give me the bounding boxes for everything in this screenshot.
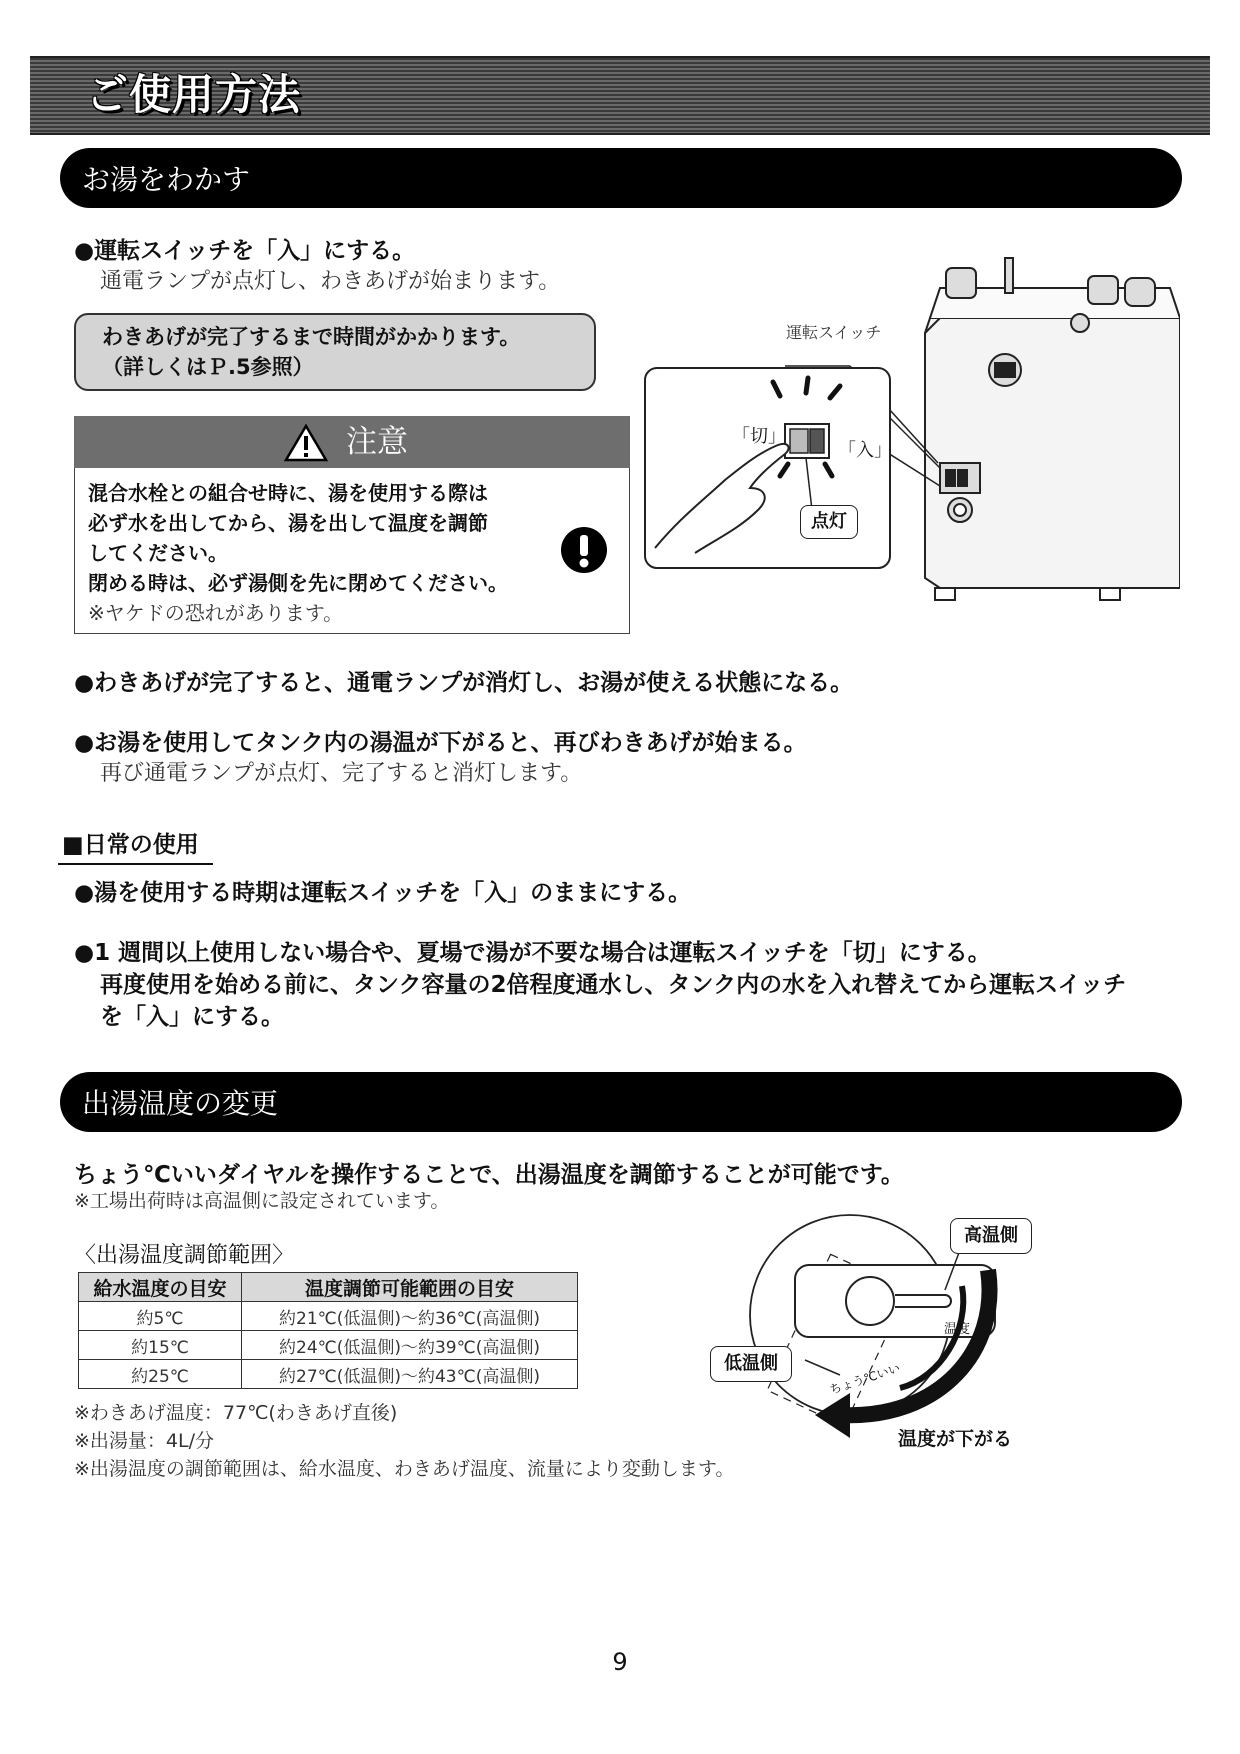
on-label: 「入」 (838, 440, 892, 461)
dial-temp-label: 温度 (944, 1322, 971, 1337)
caution-line3: してください。 (88, 541, 228, 565)
table-cell: 約24℃(低温側)〜約39℃(高温側) (242, 1331, 578, 1360)
warning-triangle-icon (284, 424, 328, 462)
section-title-boil: お湯をわかす (82, 163, 251, 196)
table-cell: 約15℃ (79, 1331, 242, 1360)
table-row (79, 1331, 578, 1360)
table-header-row (79, 1273, 578, 1302)
exclamation-icon (560, 526, 608, 574)
table-row (79, 1360, 578, 1389)
caution-header (74, 416, 630, 468)
temperature-range-table (78, 1272, 578, 1389)
step3-note: 再び通電ランプが点灯、完了すると消灯します。 (100, 761, 583, 786)
range-title: 〈出湯温度調節範囲〉 (74, 1243, 295, 1268)
caution-note: ※ヤケドの恐れがあります。 (88, 601, 344, 625)
heater-unit-drawing (925, 258, 1180, 600)
temp-lead-note: ※工場出荷時は高温側に設定されています。 (74, 1190, 450, 1212)
heater-switch-illustration (640, 248, 1180, 638)
table-cell: 約25℃ (79, 1360, 242, 1389)
info-line1: わきあげが完了するまで時間がかかります。 (102, 325, 521, 349)
step1-text: ●運転スイッチを「入」にする。 (74, 238, 416, 264)
switch-label: 運転スイッチ (786, 323, 882, 342)
step2-text: ●わきあげが完了すると、通電ランプが消灯し、お湯が使える状態になる。 (74, 670, 854, 696)
section-title-temp: 出湯温度の変更 (82, 1087, 279, 1120)
dial-down-label: 温度が下がる (898, 1428, 1013, 1450)
caution-line1: 混合水栓との組合せ時に、湯を使用する際は (88, 481, 488, 505)
off-label: 「切」 (732, 426, 786, 447)
table-cell: 約27℃(低温側)〜約43℃(高温側) (242, 1360, 578, 1389)
table-cell: 約5℃ (79, 1302, 242, 1331)
dial-name-label: ちょう℃いい (827, 1360, 903, 1397)
page-title: ご使用方法 (86, 70, 302, 119)
note-range: ※出湯温度の調節範囲は、給水温度、わきあげ温度、流量により変動します。 (74, 1458, 735, 1480)
daily-item1: ●湯を使用する時期は運転スイッチを「入」のままにする。 (74, 880, 692, 906)
caution-line4: 閉める時は、必ず湯側を先に閉めてください。 (88, 571, 508, 595)
caution-title: 注意 (346, 424, 408, 460)
step1-note: 通電ランプが点灯し、わきあげが始まります。 (100, 269, 561, 294)
info-box (74, 313, 596, 391)
caution-body (88, 478, 528, 628)
table-row (79, 1302, 578, 1331)
step3-text: ●お湯を使用してタンク内の湯温が下がると、再びわきあげが始まる。 (74, 730, 807, 756)
lamp-lit-label: 点灯 (800, 505, 858, 539)
daily-heading: ■日常の使用 (58, 826, 213, 865)
daily-item2-line3: を「入」にする。 (100, 1004, 284, 1030)
table-header: 温度調節可能範囲の目安 (242, 1273, 578, 1302)
temp-lead: ちょう℃いいダイヤルを操作することで、出湯温度を調節することが可能です。 (74, 1162, 904, 1188)
daily-item2-line2: 再度使用を始める前に、タンク容量の2倍程度通水し、タンク内の水を入れ替えてから運転スイッチ (100, 972, 1127, 998)
note-boil-temp: ※わきあげ温度：77℃(わきあげ直後) (74, 1402, 398, 1424)
table-cell: 約21℃(低温側)〜約36℃(高温側) (242, 1302, 578, 1331)
caution-line2: 必ず水を出してから、湯を出して温度を調節 (88, 511, 488, 535)
table-header: 給水温度の目安 (79, 1273, 242, 1302)
dial-low-label: 低温側 (710, 1346, 792, 1382)
note-flow: ※出湯量：4L/分 (74, 1430, 214, 1452)
dial-high-label: 高温側 (950, 1218, 1032, 1254)
page-number: 9 (612, 1648, 628, 1676)
daily-item2-line1: ●1 週間以上使用しない場合や、夏場で湯が不要な場合は運転スイッチを「切」にする。 (74, 940, 991, 966)
info-line2: （詳しくはＰ.5参照） (102, 355, 314, 379)
